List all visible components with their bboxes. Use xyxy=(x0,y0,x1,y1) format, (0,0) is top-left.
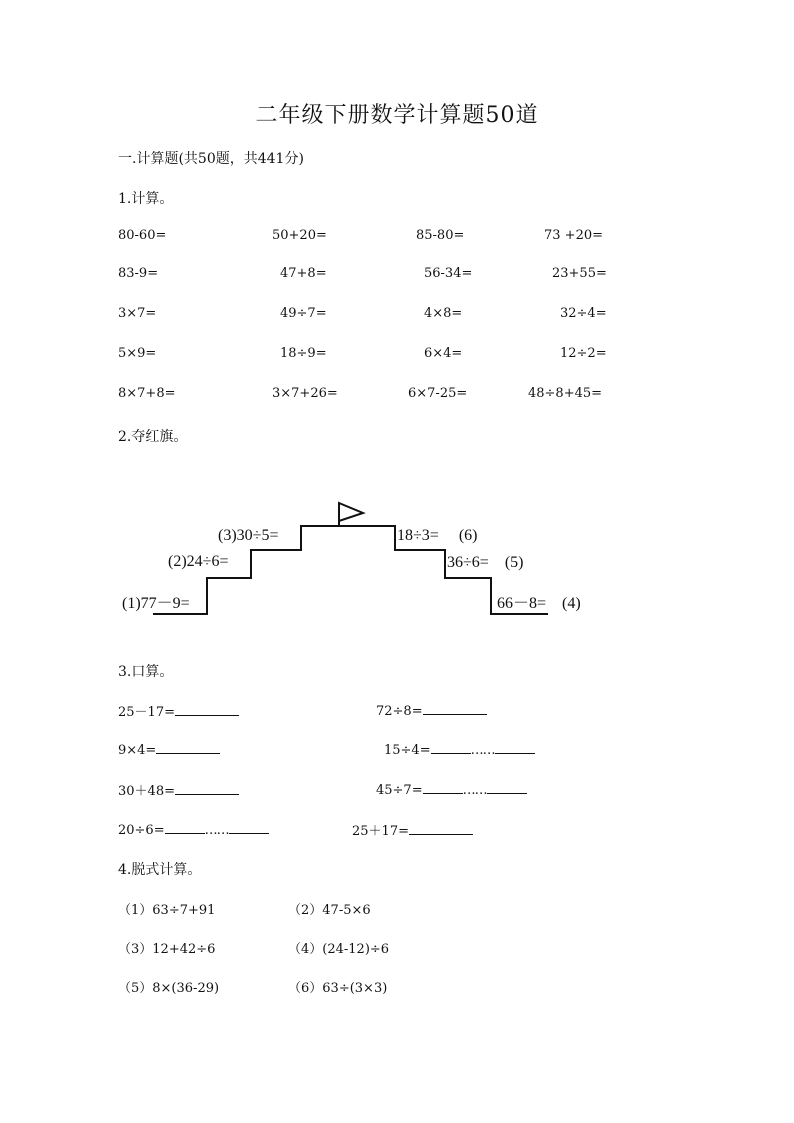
step-number: (2) xyxy=(168,553,187,570)
q3-expression: 25＋17= xyxy=(352,824,409,839)
question-3-heading: 3.口算。 xyxy=(118,664,174,680)
q1-item: 83-9= xyxy=(118,266,159,281)
flag-step-2 xyxy=(168,553,228,571)
q3-item xyxy=(376,780,527,798)
step-number: (4) xyxy=(562,595,581,612)
red-flag-icon xyxy=(339,503,363,521)
question-2-heading: 2.夺红旗。 xyxy=(118,429,188,445)
q3-item xyxy=(118,780,239,799)
q1-item: 49÷7= xyxy=(280,306,327,321)
q4-item: （6）63÷(3×3) xyxy=(288,981,388,996)
q1-item: 73 +20= xyxy=(544,228,604,243)
q1-item: 48÷8+45= xyxy=(528,386,603,401)
answer-blank xyxy=(156,740,220,754)
q3-expression: 15÷4= xyxy=(384,743,431,758)
page-title: 二年级下册数学计算题50道 xyxy=(255,103,539,128)
q3-expression: 30＋48= xyxy=(118,784,175,799)
q3-item xyxy=(118,701,239,720)
step-number: (3) xyxy=(218,527,237,544)
q1-item: 6×4= xyxy=(424,346,463,361)
step-expression: 30÷5= xyxy=(236,527,279,544)
quotient-blank xyxy=(423,780,463,794)
q3-item xyxy=(384,740,535,758)
step-expression: 24÷6= xyxy=(186,553,229,570)
q1-item: 50+20= xyxy=(272,228,327,243)
step-expression: 77－9= xyxy=(140,595,190,612)
q1-item: 18÷9= xyxy=(280,346,327,361)
answer-blank xyxy=(175,781,239,795)
section-heading: 一.计算题(共50题，共441分) xyxy=(118,151,304,167)
q4-item: （1）63÷7+91 xyxy=(118,903,216,918)
flag-step-4 xyxy=(497,590,581,613)
step-expression: 36÷6= xyxy=(447,554,489,571)
step-expression: 18÷3= xyxy=(397,527,439,544)
remainder-dots: …… xyxy=(462,783,487,798)
q3-expression: 9×4= xyxy=(118,743,157,758)
q4-item: （3）12+42÷6 xyxy=(118,942,216,957)
q1-item: 6×7-25= xyxy=(408,386,468,401)
q4-item: （5）8×(36-29) xyxy=(118,981,220,996)
q4-item: （2）47-5×6 xyxy=(288,903,371,918)
flag-step-3 xyxy=(218,527,278,545)
q1-item: 56-34= xyxy=(424,266,473,281)
q3-expression: 72÷8= xyxy=(376,704,423,719)
q3-expression: 45÷7= xyxy=(376,783,423,798)
flag-step-6 xyxy=(397,527,477,545)
q1-item: 32÷4= xyxy=(560,306,607,321)
q1-item: 23+55= xyxy=(552,266,607,281)
q3-expression: 25－17= xyxy=(118,705,175,720)
step-number: (5) xyxy=(504,554,524,571)
remainder-blank xyxy=(495,740,535,754)
q4-item: （4）(24-12)÷6 xyxy=(288,942,390,957)
q3-item xyxy=(118,740,220,758)
q1-item: 3×7= xyxy=(118,306,157,321)
q3-item xyxy=(118,820,269,838)
q3-item xyxy=(352,820,473,839)
answer-blank xyxy=(175,702,239,716)
q1-item: 8×7+8= xyxy=(118,386,176,401)
q1-item: 4×8= xyxy=(424,306,463,321)
remainder-blank xyxy=(487,780,527,794)
q1-item: 3×7+26= xyxy=(272,386,338,401)
remainder-dots: …… xyxy=(204,823,229,838)
q1-item: 47+8= xyxy=(280,266,327,281)
step-number: (1) xyxy=(122,595,141,612)
step-expression: 66－8= xyxy=(497,595,547,612)
quotient-blank xyxy=(431,740,471,754)
step-number: (6) xyxy=(458,527,478,544)
q1-item: 12÷2= xyxy=(560,346,607,361)
flag-step-1 xyxy=(122,590,190,613)
q3-expression: 20÷6= xyxy=(118,823,165,838)
question-4-heading: 4.脱式计算。 xyxy=(118,862,202,878)
question-1-heading: 1.计算。 xyxy=(118,191,174,207)
q3-item xyxy=(376,701,487,719)
remainder-dots: …… xyxy=(470,743,495,758)
remainder-blank xyxy=(229,820,269,834)
answer-blank xyxy=(409,821,473,835)
q1-item: 85-80= xyxy=(416,228,465,243)
flag-step-5 xyxy=(447,554,523,572)
q1-item: 80-60= xyxy=(118,228,167,243)
q1-item: 5×9= xyxy=(118,346,157,361)
quotient-blank xyxy=(165,820,205,834)
answer-blank xyxy=(423,701,487,715)
